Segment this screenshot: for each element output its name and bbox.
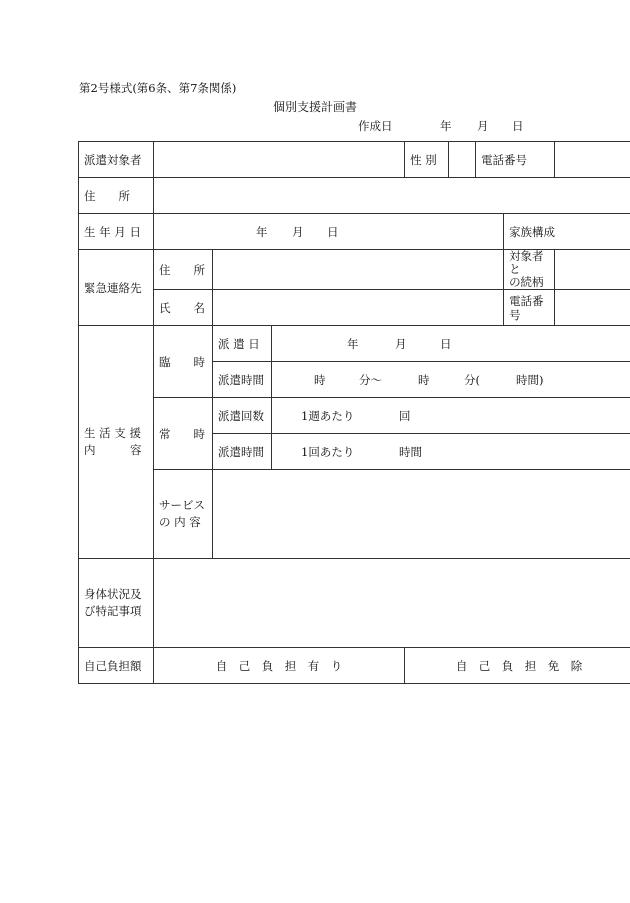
address-value — [154, 178, 630, 214]
created-month-unit: 月 — [477, 119, 489, 133]
dispatch-time2-label: 派遣時間 — [213, 434, 272, 470]
phone-label: 電話番号 — [476, 142, 555, 178]
service-content-line2: の 内 容 — [159, 515, 201, 529]
document-title: 個別支援計画書 — [272, 100, 357, 114]
form-number-label: 第2号様式(第6条、第7条関係) — [79, 81, 237, 95]
condition-line1: 身体状況及 — [84, 587, 142, 601]
condition-label — [79, 559, 154, 648]
dispatch-day-label: 派 遣 日 — [213, 326, 272, 362]
birthdate-label: 生 年 月 日 — [79, 214, 154, 250]
dispatch-time2-value — [272, 434, 630, 470]
phone-value — [555, 142, 630, 178]
time-minute-to-unit: 分( — [464, 372, 480, 387]
gender-value — [449, 142, 476, 178]
dispatch-day-value — [272, 326, 630, 362]
regular-label: 常 時 — [154, 398, 213, 470]
dispatch-time-label: 派遣時間 — [213, 362, 272, 398]
dispatch-count-value — [272, 398, 630, 434]
service-content-label — [154, 470, 213, 559]
dispatch-count-label: 派遣回数 — [213, 398, 272, 434]
time-hour-unit: 時 — [314, 372, 326, 387]
burden-yes-option: 自 己 負 担 有 り — [154, 648, 405, 684]
per-week-label: 1週あたり — [301, 408, 355, 423]
emergency-address-value — [213, 250, 504, 290]
gender-label: 性 別 — [405, 142, 449, 178]
birth-month-unit: 月 — [292, 224, 304, 239]
condition-line2: び特記事項 — [84, 604, 142, 618]
dispatch-day-unit: 日 — [440, 336, 452, 351]
created-year-unit: 年 — [440, 119, 452, 133]
service-content-value — [213, 470, 630, 559]
birthdate-value — [154, 214, 504, 250]
temporary-label: 臨 時 — [154, 326, 213, 398]
support-content-label — [79, 326, 154, 559]
emergency-name-value — [213, 290, 504, 326]
dispatch-time-value — [272, 362, 630, 398]
relation-label — [504, 250, 555, 290]
per-visit-label: 1回あたり — [301, 444, 355, 459]
time-minute-from-unit: 分～ — [359, 372, 382, 387]
support-content-line2: 内 容 — [84, 443, 142, 457]
birth-day-unit: 日 — [327, 224, 339, 239]
emergency-address-label: 住 所 — [154, 250, 213, 290]
family-label: 家族構成 — [504, 214, 630, 250]
relation-label-line1: 対象者と — [509, 249, 544, 276]
emergency-phone-value — [555, 290, 630, 326]
birth-year-unit: 年 — [256, 224, 268, 239]
burden-label: 自己負担額 — [79, 648, 154, 684]
hours-unit: 時間 — [399, 444, 422, 459]
burden-exempt-option: 自 己 負 担 免 除 — [405, 648, 630, 684]
support-content-line1: 生 活 支 援 — [84, 426, 141, 440]
times-unit: 回 — [399, 408, 411, 423]
emergency-contact-label: 緊急連絡先 — [79, 250, 154, 326]
support-plan-table — [78, 141, 630, 684]
relation-value — [555, 250, 630, 290]
dispatch-month-unit: 月 — [395, 336, 407, 351]
time-hour-to-unit: 時 — [418, 372, 430, 387]
emergency-name-label: 氏 名 — [154, 290, 213, 326]
time-hours-unit: 時間) — [516, 372, 544, 387]
service-content-line1: サービス — [159, 498, 205, 512]
subject-label: 派遣対象者 — [79, 142, 154, 178]
dispatch-year-unit: 年 — [347, 336, 359, 351]
address-label: 住 所 — [79, 178, 154, 214]
subject-value — [154, 142, 405, 178]
condition-value — [154, 559, 630, 648]
emergency-phone-label: 電話番号 — [504, 290, 555, 326]
relation-label-line2: の続柄 — [509, 275, 544, 289]
created-date-label: 作成日 — [358, 119, 393, 133]
created-day-unit: 日 — [512, 119, 524, 133]
